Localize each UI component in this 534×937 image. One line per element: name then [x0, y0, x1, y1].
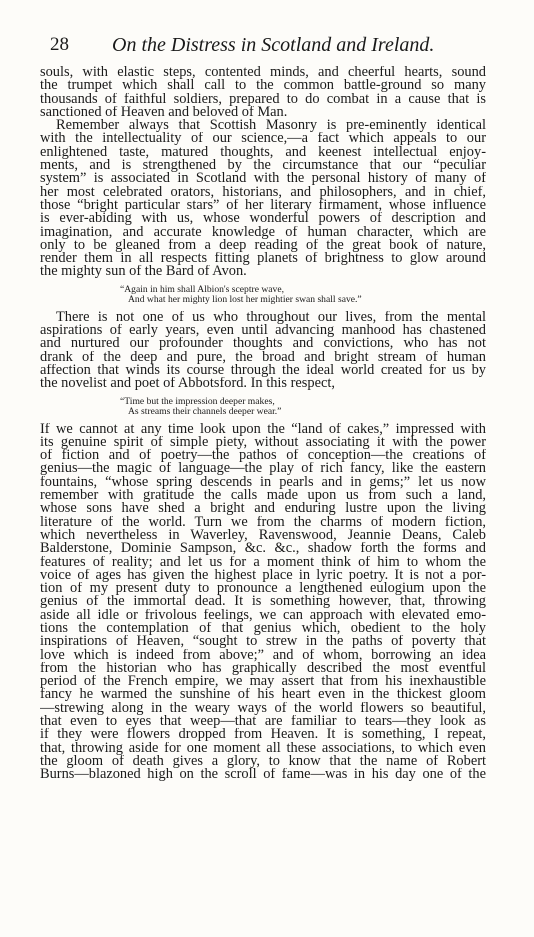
text-line: sanctioned of Heaven and beloved of Man.	[40, 105, 288, 120]
text-line: affection that winds its course through the ideal world created for us by	[40, 363, 486, 378]
text-line: features of reality; and let us for a moment think of him to whom the	[40, 555, 486, 569]
text-line: —strewing along in the weary ways of the world flowers so beautiful,	[40, 701, 486, 716]
body-text	[40, 66, 486, 782]
text-line: tions the contemplation of that genius which, obedient to the holy	[40, 621, 486, 636]
text-line: only to be gleaned from a deep reading of the great book of nature,	[40, 238, 486, 253]
quote-line: As streams their channels deeper wear.”	[128, 405, 282, 417]
text-line: the mighty sun of the Bard of Avon.	[40, 265, 247, 279]
text-line: There is not one of us who throughout our lives, from the mental	[56, 310, 486, 325]
text-line: that even to eyes that weep—that are familiar to tears—they look as	[40, 715, 486, 729]
text-line: which nevertheless in Waverley, Ravenswood, Jeannie Deans, Caleb	[40, 528, 486, 543]
text-line: drank of the deep and pure, the broad and bright stream of human	[40, 350, 486, 364]
text-line: ments, and is strengthened by the circumstance that our “peculiar	[40, 159, 486, 173]
text-line: aside all idle or frivolous feelings, we can approach with elevated emo-	[40, 608, 486, 622]
text-line: genius of the immortal dead. It is something however, that, throwing	[40, 595, 486, 609]
text-line: remember with gratitude the calls made upon us from such a land,	[40, 489, 486, 503]
text-line: whose sons have shed a bright and enduring lustre upon the living	[40, 502, 486, 516]
text-line: the gloom of death gives a glory, to know that the name of Robert	[40, 754, 486, 769]
text-line: aspirations of early years, even until advancing manhood has chastened	[40, 324, 486, 338]
running-title: On the Distress in Scotland and Ireland.	[112, 34, 435, 56]
text-line: is ever-abiding with us, whose wonderful powers of description and	[40, 212, 486, 226]
text-line: genius—the magic of language—the play of rich fancy, like the eastern	[40, 462, 486, 476]
text-line: the novelist and poet of Abbotsford. In this respect,	[40, 377, 335, 391]
page-header	[50, 34, 479, 62]
quote-line: And what her mighty lion lost her mightier swan shall save.”	[128, 293, 362, 305]
text-line: souls, with elastic steps, contented minds, and cheerful hearts, sound	[40, 66, 486, 80]
text-line: period of the French empire, we may assert that from his inexhaustible	[40, 675, 486, 689]
text-line: imagination, and accurate knowledge of human character, which are	[40, 225, 486, 239]
text-line: fountains, “whose spring descends in pearls and in gems;” let us now	[40, 475, 486, 490]
text-line: Remember always that Scottish Masonry is pre-eminently identical	[56, 119, 486, 133]
text-line: those “bright particular stars” of her literary firmament, whose influence	[40, 198, 486, 213]
text-line: from the historian who has graphically described the most eventful	[40, 661, 486, 676]
paragraph-3	[40, 311, 486, 391]
text-line: its genuine spirit of simple piety, without associating it with the power	[40, 435, 486, 450]
text-line: inspirations of Heaven, “sought to strew in the paths of poverty that	[40, 635, 486, 649]
paragraph-1	[40, 66, 486, 119]
text-line: her most celebrated orators, historians, and philosophers, and in chief,	[40, 185, 486, 199]
text-line: Balderstone, Dominie Sampson, &c. &c., shadow forth the forms and	[40, 542, 486, 556]
text-line: voice of ages has given the highest place in lyric poetry. It is not a por-	[40, 568, 486, 583]
quote-line: “Again in him shall Albion's sceptre wave,	[120, 283, 284, 295]
text-line: love which is indeed from above;” and of whom, borrowing an idea	[40, 648, 486, 662]
text-line: with the intellectuality of our science,—a fact which appeals to our	[40, 132, 486, 146]
text-line: literature of the world. Turn we from the charms of modern fiction,	[40, 515, 486, 529]
text-line: thousands of faithful soldiers, prepared to do combat in a cause that is	[40, 92, 486, 106]
verse-quote-1	[120, 285, 440, 305]
text-line: tion of my present duty to pronounce a lengthened eulogium upon the	[40, 582, 486, 596]
text-line: of fiction and of poetry—the pathos of conception—the creations of	[40, 449, 486, 463]
text-line: If we cannot at any time look upon the “land of cakes,” impressed with	[40, 422, 486, 436]
paragraph-4	[40, 423, 486, 782]
quote-line: “Time but the impression deeper makes,	[120, 395, 275, 407]
text-line: the trumpet which shall call to the common battle-ground so many	[40, 79, 486, 93]
text-line: that, throwing aside for one moment all these associations, to which even	[40, 741, 486, 755]
page-number: 28	[50, 34, 69, 55]
text-line: if they were flowers dropped from Heaven. It is something, I repeat,	[40, 728, 486, 742]
text-line: Burns—blazoned high on the scroll of fame—was in his day one of the	[40, 768, 486, 782]
verse-quote-2	[120, 397, 440, 417]
text-line: render them in all respects fitting planets of brightness to glow around	[40, 252, 486, 266]
paragraph-2	[40, 119, 486, 279]
text-line: system” is associated in Scotland with the personal history of many of	[40, 172, 486, 186]
text-line: and nurtured our profounder thoughts and convictions, who has not	[40, 337, 486, 351]
text-line: enlightened taste, matured thoughts, and keenest intellectual enjoy-	[40, 145, 486, 160]
text-line: fancy he warmed the sunshine of his heart even in the thickest gloom	[40, 688, 486, 702]
